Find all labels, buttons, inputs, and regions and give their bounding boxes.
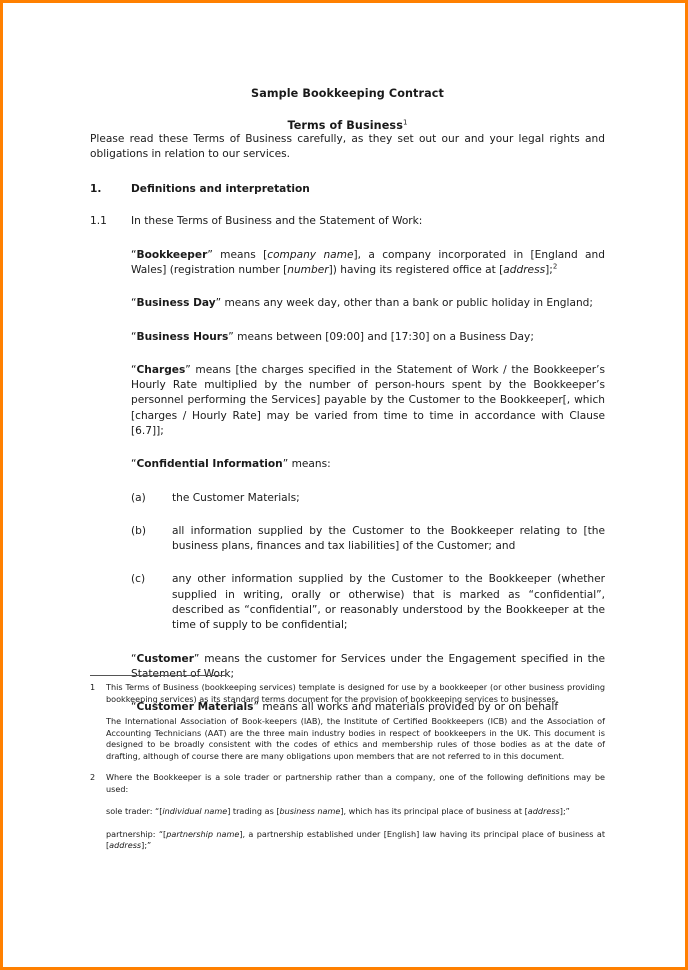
footnote-2-body	[106, 772, 605, 795]
list-item	[131, 572, 605, 633]
definition-charges-text: means [the charges specified in the Statement of Work / the Bookkeeper’s Hourly Rate multiplied by the number of person-hours spent by the Bookkeeper’s personnel performing the Services] payable by the Customer to the Bookkeeper[, which [charges / Hourly Rate] may be varied from time to time in accordance with Clause [6.7]];	[131, 363, 605, 437]
definition-customer-materials-term: Customer Materials	[136, 701, 254, 714]
document-subtitle	[90, 119, 605, 132]
footnote-2-partnership	[106, 829, 605, 852]
list-item	[131, 491, 605, 506]
footnote-1-paragraph-2: The International Association of Book-keepers (IAB), the Institute of Certified Bookkeepers (ICB) and the Association of Accounting Technicians (AAT) are the three main industry bodies in respect of bookkeepers in the UK. This document is designed to be broadly consistent with the codes of ethics and membership rules of those bodies as at the date of drafting, although of course there are many obligations upon members that are not referred to in this document.	[106, 716, 605, 761]
footnote-1-body	[106, 682, 605, 762]
quote-open: “	[131, 701, 137, 714]
quote-open: “	[131, 652, 137, 665]
quote-close: ”	[215, 297, 222, 310]
placeholder-business-name: business name	[279, 806, 341, 816]
section-1-title: Definitions and interpretation	[131, 183, 310, 196]
list-item	[131, 524, 605, 555]
definition-bookkeeper-text-1: means [	[212, 248, 268, 261]
partnership-prefix: partnership: “[	[106, 828, 167, 839]
definition-bookkeeper-text-2: ], a company incorporated in [England and Wales] (registration number [	[131, 248, 605, 276]
quote-close: ”	[185, 363, 191, 376]
placeholder-partnership-name: partnership name	[166, 828, 240, 839]
definition-charges	[131, 363, 605, 439]
placeholder-individual-name: individual name	[162, 806, 228, 816]
footnotes-area	[90, 682, 605, 852]
placeholder-number: number	[287, 263, 329, 276]
footnote-marker-2: 2	[552, 262, 558, 271]
footnote-marker-1: 1	[402, 118, 408, 127]
footnote-1-number: 1	[90, 682, 96, 692]
definition-business-hours-term: Business Hours	[136, 330, 229, 343]
footnote-2	[90, 772, 605, 795]
intro-paragraph: Please read these Terms of Business carefully, as they set out our and your legal rights and obligations in relation to our services.	[90, 133, 605, 161]
placeholder-company-name: company name	[267, 248, 354, 261]
definition-bookkeeper-term: Bookkeeper	[136, 248, 208, 261]
sole-trader-suffix: ];”	[559, 806, 570, 816]
document-subtitle-text: Terms of Business	[287, 119, 403, 132]
partnership-mid: ], a partnership established under [English] law having its principal place of business at [	[106, 828, 605, 850]
footnote-2-intro: Where the Bookkeeper is a sole trader or partnership rather than a company, one of the following definitions may be used:	[106, 772, 605, 794]
definition-business-hours-text: means between [09:00] and [17:30] on a Business Day;	[233, 330, 534, 343]
list-item-label: (c)	[131, 573, 146, 586]
definition-bookkeeper	[131, 248, 605, 279]
definition-business-day-term: Business Day	[136, 297, 216, 310]
quote-close: ”	[253, 701, 259, 714]
quote-close: ”	[193, 652, 200, 665]
quote-open: “	[131, 363, 137, 376]
sole-trader-mid: ] trading as [	[227, 806, 280, 816]
section-1-heading	[90, 183, 605, 195]
list-item-text: the Customer Materials;	[172, 491, 300, 504]
document-title-text: Sample Bookkeeping Contract	[251, 87, 444, 100]
definition-customer-text: means the customer for Services under the Engagement specified in the Statement of Work;	[131, 652, 605, 680]
sole-trader-prefix: sole trader: “[	[106, 806, 163, 816]
document-content	[90, 3, 605, 716]
list-item-label: (a)	[131, 491, 146, 504]
footnote-2-number: 2	[90, 772, 96, 782]
quote-open: “	[131, 458, 137, 471]
definition-customer	[131, 652, 605, 683]
definition-confidential-information-term: Confidential Information	[136, 458, 283, 471]
placeholder-address: address	[503, 263, 546, 276]
definition-charges-term: Charges	[136, 363, 186, 376]
section-1-number: 1.	[90, 183, 102, 196]
definition-business-day-text: means any week day, other than a bank or public holiday in England;	[221, 297, 593, 310]
clause-1-1-text: In these Terms of Business and the Statement of Work:	[131, 215, 423, 228]
definition-customer-term: Customer	[136, 652, 194, 665]
clause-1-1	[90, 214, 605, 229]
page-title	[90, 87, 605, 100]
clause-1-1-number: 1.1	[90, 215, 107, 228]
placeholder-address: address	[527, 806, 560, 816]
list-item-text: any other information supplied by the Customer to the Bookkeeper (whether supplied in writing, orally or otherwise) that is marked as “confidential”, described as “confidential”, or reasonably understood by the Bookkeeper at the time of supply to be confidential;	[172, 573, 605, 632]
partnership-suffix: ];”	[141, 840, 152, 850]
footnote-separator	[90, 675, 226, 676]
definition-bookkeeper-text-4: ];	[545, 263, 553, 276]
quote-open: “	[131, 330, 137, 343]
placeholder-address: address	[109, 840, 142, 850]
definition-bookkeeper-text-3: ]) having its registered office at [	[328, 263, 504, 276]
definition-business-day	[131, 296, 605, 311]
quote-open: “	[131, 248, 137, 261]
definition-customer-materials-text: means all works and materials provided by or on behalf	[258, 701, 559, 714]
footnote-1-paragraph-1: This Terms of Business (bookkeeping services) template is designed for use by a bookkeeper (or other business providing bookkeeping services) as its standard terms document for the provision of bookkeeping services to businesses.	[106, 682, 605, 704]
list-item-label: (b)	[131, 524, 146, 537]
definition-confidential-information-text: means:	[288, 458, 331, 471]
quote-close: ”	[207, 248, 213, 261]
definition-confidential-information	[131, 457, 605, 472]
quote-open: “	[131, 297, 137, 310]
footnote-1	[90, 682, 605, 762]
quote-close: ”	[282, 458, 289, 471]
sole-trader-text: ], which has its principal place of business at [	[340, 806, 528, 816]
quote-close: ”	[228, 330, 234, 343]
definition-business-hours	[131, 330, 605, 345]
footnote-2-sole-trader	[106, 806, 605, 818]
list-item-text: all information supplied by the Customer to the Bookkeeper relating to [the business plans, finances and tax liabilities] of the Customer; and	[172, 524, 605, 553]
